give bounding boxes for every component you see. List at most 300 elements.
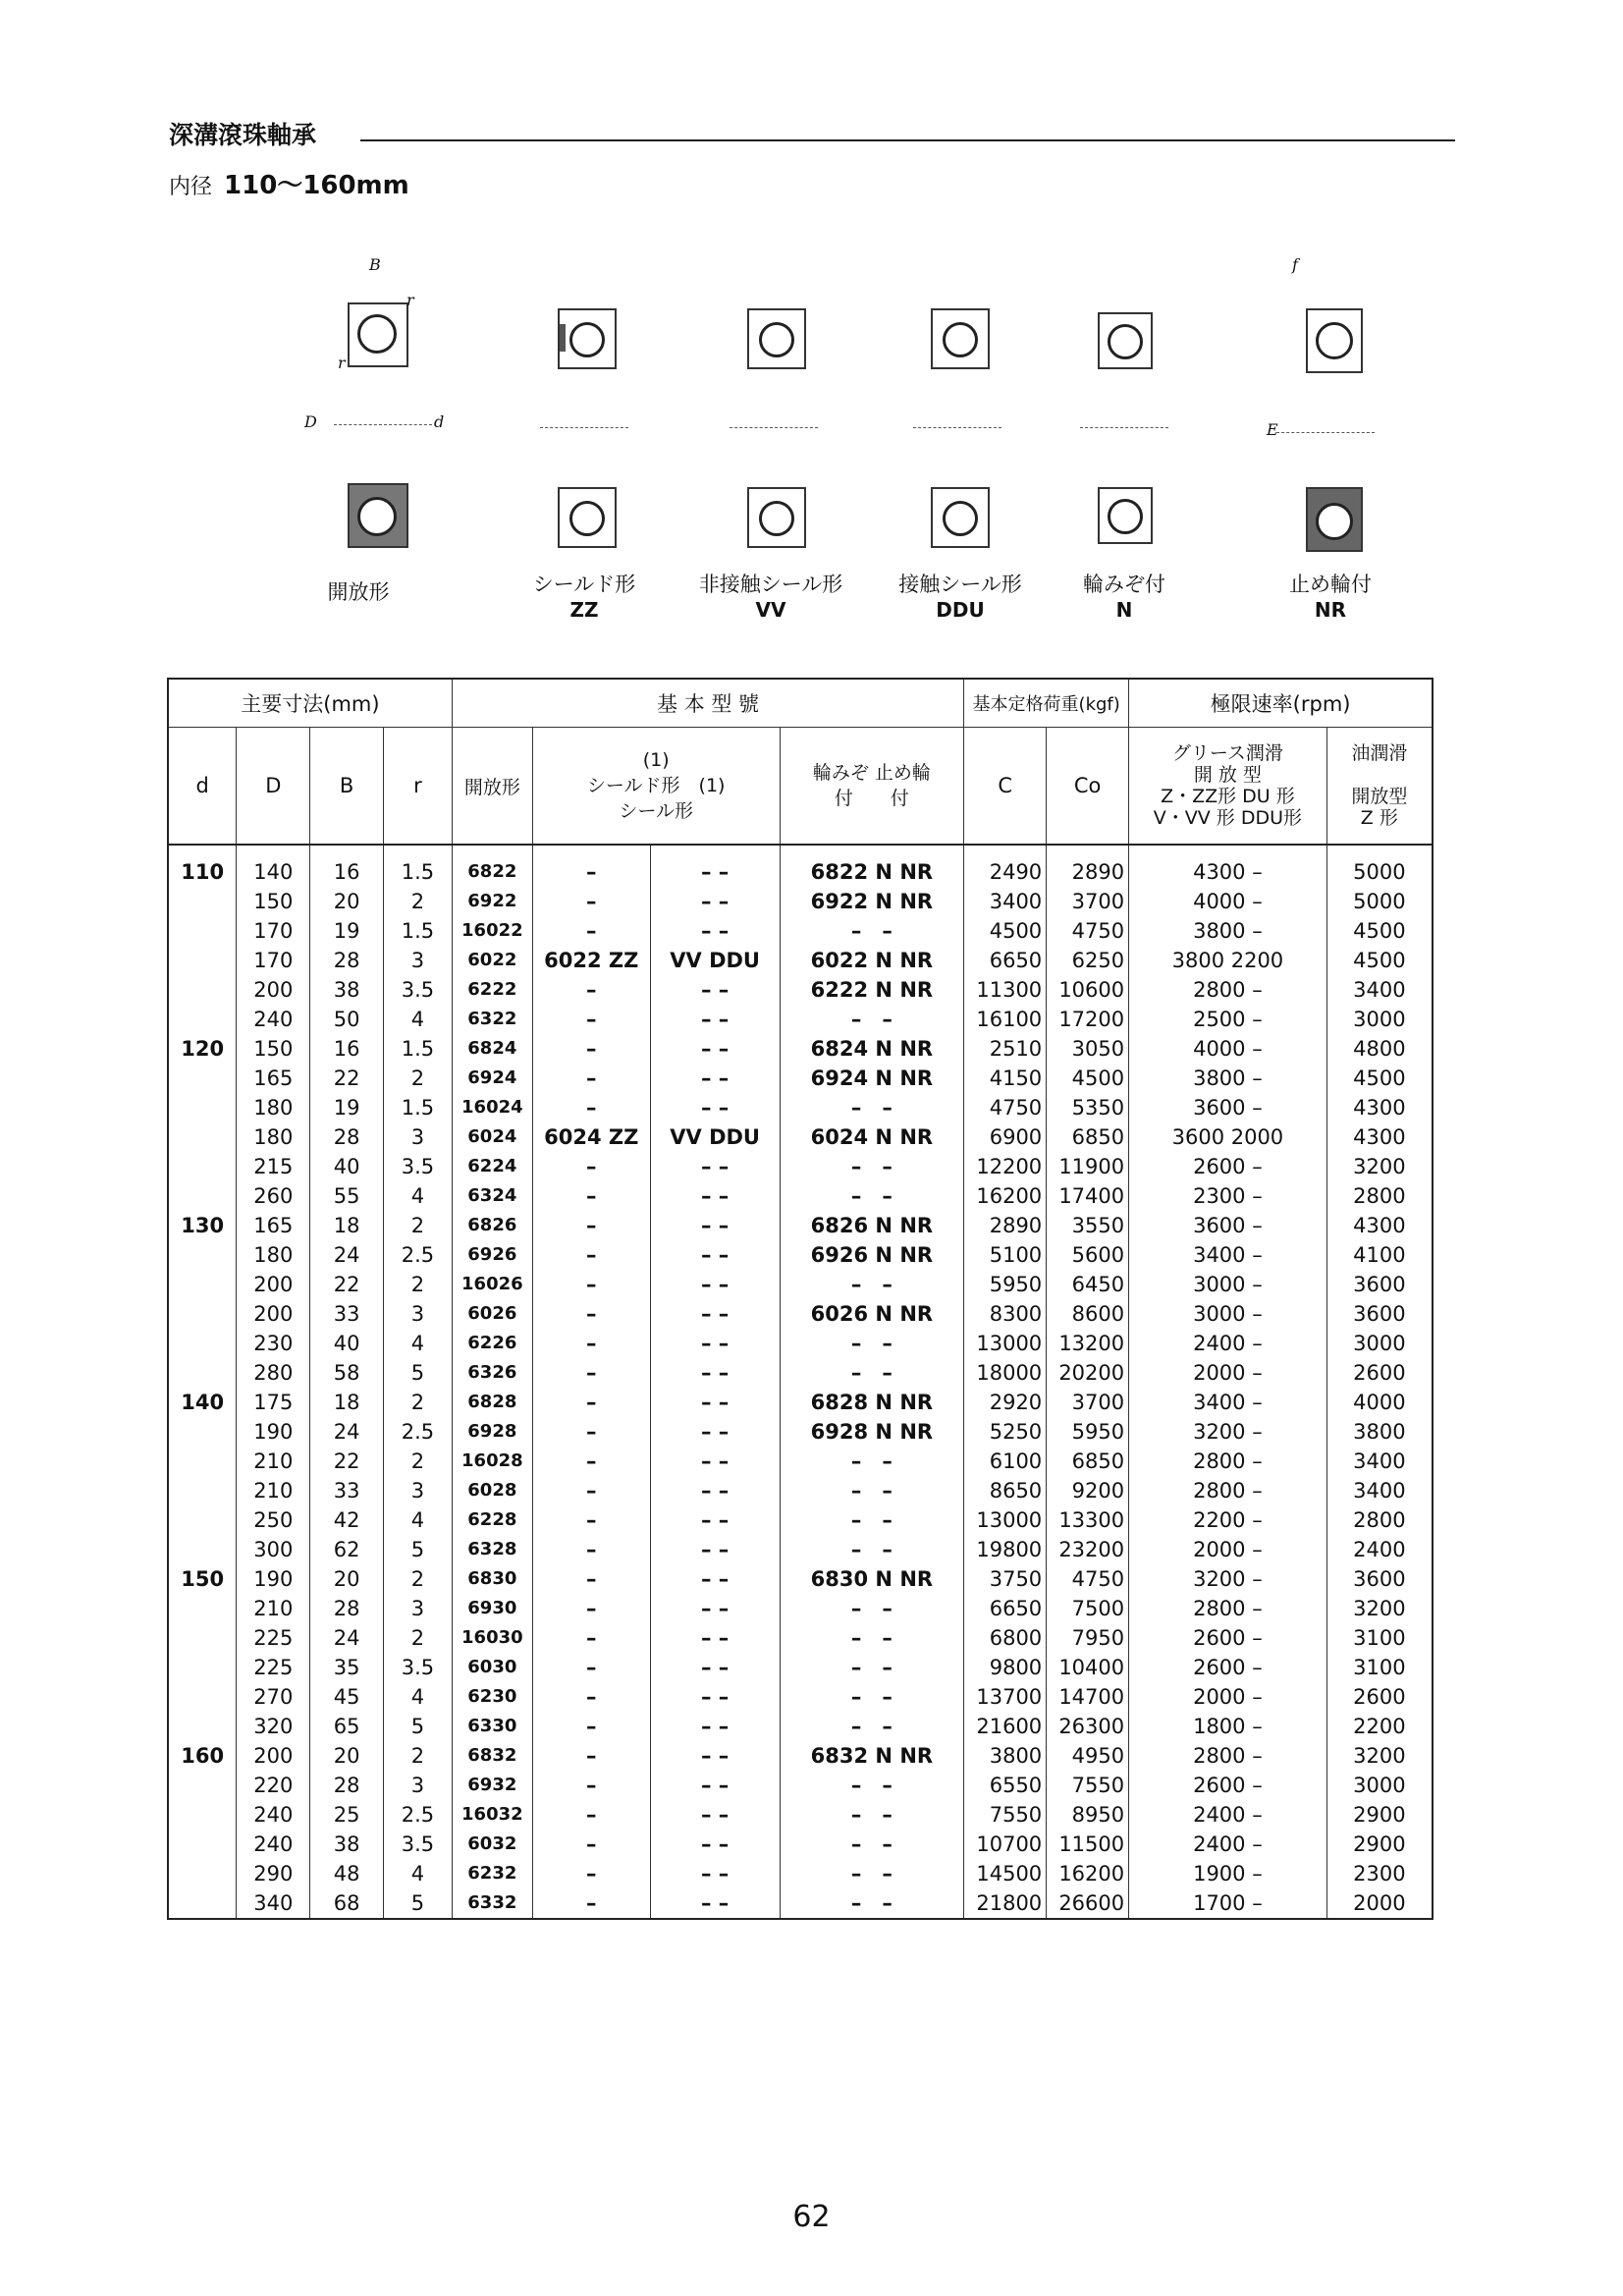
dim-D: D — [304, 412, 317, 431]
cell-value: – – — [700, 860, 730, 884]
cell-value: 1.5 — [401, 919, 435, 943]
cell-d: 140 — [181, 1391, 225, 1414]
cell-value: 4000 – — [1193, 1037, 1263, 1061]
cell-value: 2.5 — [401, 1420, 435, 1444]
cell-value: 2 — [410, 1626, 425, 1650]
type-name: シールド形 — [532, 573, 636, 596]
cell-value: 6926 — [467, 1244, 517, 1265]
cell-value: 320 — [253, 1715, 294, 1738]
cell-oil — [1326, 946, 1433, 1034]
cell-r — [384, 1034, 453, 1122]
cell-grease — [1129, 1122, 1327, 1211]
cell-c — [964, 1299, 1047, 1388]
header-Co: Co — [1047, 728, 1129, 846]
cell-r — [384, 1564, 453, 1653]
cell-value: 3200 — [1353, 1744, 1406, 1768]
cell-value: 3600 – — [1193, 1214, 1263, 1237]
cell-value: 6450 — [1071, 1273, 1125, 1296]
cell-value: 8650 — [989, 1479, 1043, 1503]
cell-r — [384, 1388, 453, 1476]
cell-value: 3000 – — [1193, 1302, 1263, 1326]
cell-value: 50 — [333, 1008, 360, 1031]
cell-value: 6932 — [467, 1775, 517, 1795]
cell-value: 6922 — [467, 891, 517, 911]
cell-value: 9200 — [1071, 1479, 1125, 1503]
cell-value: 7550 — [1071, 1774, 1125, 1797]
cell-groove — [780, 1653, 964, 1741]
cell-value: 7950 — [1071, 1626, 1125, 1650]
cell-value: – – — [850, 1538, 893, 1561]
diagram-snap-ring — [1267, 255, 1384, 570]
type-code: N — [1115, 598, 1133, 622]
cell-value: 2600 — [1353, 1685, 1406, 1709]
cell-value: 3800 – — [1193, 919, 1263, 943]
cell-r — [384, 1653, 453, 1741]
type-name: 非接触シール形 — [698, 573, 843, 596]
cell-value: 4500 — [1353, 1066, 1406, 1090]
cell-value: 3 — [410, 1302, 425, 1326]
header-open: 開放形 — [452, 728, 532, 846]
cell-value: 4 — [410, 1332, 425, 1355]
table-row — [168, 1830, 1433, 1919]
cell-value: – — [586, 1361, 597, 1385]
cell-b — [310, 1034, 384, 1122]
cell-value: 240 — [253, 1832, 294, 1856]
cell-value: 3200 — [1353, 1155, 1406, 1178]
ball-top — [1316, 322, 1353, 359]
cell-groove — [780, 1122, 964, 1211]
type-label-open — [295, 579, 422, 605]
header-speed-limit: 極限速率(rpm) — [1129, 679, 1433, 728]
cell-value: 2890 — [1071, 860, 1125, 884]
cell-value: 2400 – — [1193, 1832, 1263, 1856]
cell-d — [237, 1122, 310, 1211]
cell-value: 6330 — [467, 1716, 517, 1736]
cell-value: 3600 – — [1193, 1096, 1263, 1120]
cell-value: 6550 — [989, 1774, 1043, 1797]
table-body — [168, 845, 1433, 1919]
cell-value: 4800 — [1353, 1037, 1406, 1061]
cell-oil — [1326, 1564, 1433, 1653]
cell-co — [1047, 946, 1129, 1034]
cell-value: 2 — [410, 1744, 425, 1768]
type-label-groove — [1060, 572, 1188, 623]
cell-value: 4300 — [1353, 1214, 1406, 1237]
header-B: B — [310, 728, 384, 846]
cell-value: 2 — [410, 1567, 425, 1591]
cell-value: – – — [700, 1302, 730, 1326]
cell-oil — [1326, 1830, 1433, 1919]
ball-top — [759, 322, 794, 357]
cell-value: – — [586, 1715, 597, 1738]
cell-value: – – — [700, 1538, 730, 1561]
cell-value: – – — [700, 1832, 730, 1856]
type-name: 止め輪付 — [1289, 573, 1372, 596]
type-code: VV — [755, 598, 786, 622]
cell-value: 16022 — [461, 920, 523, 941]
ball-bottom — [1316, 503, 1353, 540]
cell-value: 6224 — [467, 1156, 517, 1176]
cell-value: – – — [700, 1891, 730, 1915]
header-C: C — [964, 728, 1047, 846]
cell-value: 2400 – — [1193, 1332, 1263, 1355]
cell-value: 4 — [410, 1685, 425, 1709]
cell-value: – — [586, 1597, 597, 1620]
ball-top — [357, 314, 397, 354]
type-label-non-contact — [673, 572, 869, 623]
cell-value: 4500 — [1353, 919, 1406, 943]
cell-value: 5 — [410, 1715, 425, 1738]
cell-co — [1047, 1211, 1129, 1299]
cell-value: 225 — [253, 1626, 294, 1650]
cell-value: 4100 — [1353, 1243, 1406, 1267]
cell-value: 250 — [253, 1508, 294, 1532]
cell-value: 2800 – — [1193, 1449, 1263, 1473]
cell-value: 2000 – — [1193, 1685, 1263, 1709]
cell-value: – – — [700, 1626, 730, 1650]
cell-value: 2300 — [1353, 1862, 1406, 1886]
cell-oil — [1326, 1741, 1433, 1830]
type-code: ZZ — [569, 598, 599, 622]
cell-value: 48 — [333, 1862, 360, 1886]
cell-value: – – — [700, 1066, 730, 1090]
cell-c — [964, 1830, 1047, 1919]
ball-top — [943, 322, 978, 357]
cell-value: – – — [850, 1832, 893, 1856]
cell-value: 6322 — [467, 1009, 517, 1029]
cell-value: 20200 — [1058, 1361, 1125, 1385]
cell-open — [452, 1830, 532, 1919]
cell-r — [384, 1299, 453, 1388]
cell-value: – — [586, 860, 597, 884]
cell-value: – — [586, 978, 597, 1002]
cell-value: 2000 – — [1193, 1361, 1263, 1385]
dim-f: f — [1292, 255, 1298, 274]
cell-oil — [1326, 845, 1433, 946]
cell-value: 16028 — [461, 1450, 523, 1471]
cell-value: – – — [700, 1214, 730, 1237]
cell-oil — [1326, 1034, 1433, 1122]
cell-grease — [1129, 1299, 1327, 1388]
cell-value: 3050 — [1071, 1037, 1125, 1061]
cell-value: 6832 — [467, 1745, 517, 1766]
cell-value: 3600 — [1353, 1273, 1406, 1296]
cell-value: 10400 — [1058, 1656, 1125, 1679]
cell-value: 16200 — [976, 1184, 1043, 1208]
cell-value: – – — [700, 1449, 730, 1473]
ball-bottom — [357, 497, 397, 536]
cell-value: – — [586, 1184, 597, 1208]
cell-groove — [780, 1741, 964, 1830]
cell-value: – — [586, 1155, 597, 1178]
cell-value: 4000 – — [1193, 890, 1263, 913]
cell-value: – — [586, 890, 597, 913]
type-label-shield — [511, 572, 658, 623]
cell-value: 4500 — [1353, 949, 1406, 972]
cell-c — [964, 1034, 1047, 1122]
cell-open — [452, 1211, 532, 1299]
cell-value: 6928 N NR — [810, 1420, 934, 1444]
cell-co — [1047, 1476, 1129, 1564]
cell-c — [964, 1211, 1047, 1299]
cell-value: 6100 — [989, 1449, 1043, 1473]
cell-value: 6830 N NR — [810, 1567, 934, 1591]
cell-open — [452, 1564, 532, 1653]
cell-value: 175 — [253, 1391, 294, 1414]
cell-value: 6232 — [467, 1863, 517, 1884]
cell-value: 6930 — [467, 1598, 517, 1618]
axis-line — [540, 427, 628, 428]
cell-value: 16026 — [461, 1274, 523, 1294]
cell-seal — [650, 1476, 780, 1564]
cell-value: 2.5 — [401, 1803, 435, 1827]
cell-b — [310, 1299, 384, 1388]
cell-value: – — [586, 1449, 597, 1473]
axis-line — [913, 427, 1001, 428]
cell-value: – – — [700, 1597, 730, 1620]
cell-d — [237, 1476, 310, 1564]
cell-c — [964, 946, 1047, 1034]
cell-value: – — [586, 1685, 597, 1709]
cell-d — [237, 946, 310, 1034]
shield-top — [560, 324, 566, 352]
cell-value: – – — [700, 1685, 730, 1709]
cell-value: 6222 — [467, 979, 517, 1000]
cell-value: 3200 – — [1193, 1420, 1263, 1444]
cell-seal — [650, 1741, 780, 1830]
cell-value: 3400 – — [1193, 1243, 1263, 1267]
cell-value: 62 — [333, 1538, 360, 1561]
cell-grease — [1129, 946, 1327, 1034]
cell-value: 19 — [333, 1096, 360, 1120]
cell-value: – — [586, 919, 597, 943]
cell-value: 165 — [253, 1066, 294, 1090]
cell-value: 28 — [333, 1125, 360, 1149]
cell-open — [452, 845, 532, 946]
cell-value: 3700 — [1071, 1391, 1125, 1414]
cell-value: 16024 — [461, 1097, 523, 1118]
table-row — [168, 1653, 1433, 1741]
cell-r — [384, 845, 453, 946]
cell-value: 6030 — [467, 1657, 517, 1677]
cell-co — [1047, 1034, 1129, 1122]
cell-d — [237, 1830, 310, 1919]
cell-value: – — [586, 1774, 597, 1797]
cell-value: 3200 – — [1193, 1567, 1263, 1591]
cell-value: 65 — [333, 1715, 360, 1738]
cell-value: 13300 — [1058, 1508, 1125, 1532]
cell-c — [964, 1564, 1047, 1653]
cell-value: 11900 — [1058, 1155, 1125, 1178]
cell-open — [452, 1741, 532, 1830]
cell-value: – — [586, 1626, 597, 1650]
cell-value: 3.5 — [401, 1155, 435, 1178]
cell-value: 2 — [410, 890, 425, 913]
cell-shield — [532, 1388, 650, 1476]
cell-value: – – — [700, 1155, 730, 1178]
cell-seal — [650, 845, 780, 946]
cell-value: 26600 — [1058, 1891, 1125, 1915]
cell-value: 8950 — [1071, 1803, 1125, 1827]
cell-d — [237, 1299, 310, 1388]
cell-shield — [532, 1653, 650, 1741]
title-row — [169, 116, 1455, 155]
cell-value: 3 — [410, 1125, 425, 1149]
cell-value: 33 — [333, 1479, 360, 1503]
axis-line — [334, 424, 432, 425]
cell-value: 3100 — [1353, 1656, 1406, 1679]
cell-open — [452, 1034, 532, 1122]
cell-value: 4000 — [1353, 1391, 1406, 1414]
cell-b — [310, 946, 384, 1034]
cell-shield — [532, 1034, 650, 1122]
cell-value: 4950 — [1071, 1744, 1125, 1768]
cell-value: 200 — [253, 1273, 294, 1296]
cell-grease — [1129, 1653, 1327, 1741]
cell-value: 24 — [333, 1243, 360, 1267]
cell-value: 6850 — [1071, 1125, 1125, 1149]
cell-value: 3.5 — [401, 978, 435, 1002]
cell-d — [237, 1564, 310, 1653]
cell-value: 2600 — [1353, 1361, 1406, 1385]
cell-value: 6022 N NR — [810, 949, 934, 972]
cell-value: 3400 — [1353, 978, 1406, 1002]
cell-seal — [650, 1122, 780, 1211]
cell-value: 5000 — [1353, 890, 1406, 913]
cell-value: 3800 – — [1193, 1066, 1263, 1090]
cell-b — [310, 1741, 384, 1830]
cell-value: 22 — [333, 1273, 360, 1296]
cell-value: 150 — [253, 1037, 294, 1061]
cell-value: – — [586, 1508, 597, 1532]
cell-value: 6650 — [989, 1597, 1043, 1620]
cell-value: 14500 — [976, 1862, 1043, 1886]
cell-value: 1.5 — [401, 1096, 435, 1120]
cell-value: – – — [850, 1685, 893, 1709]
cell-value: 3400 – — [1193, 1391, 1263, 1414]
cell-value: 6328 — [467, 1539, 517, 1559]
cell-value: 340 — [253, 1891, 294, 1915]
cell-shield — [532, 1564, 650, 1653]
cell-oil — [1326, 1299, 1433, 1388]
cell-co — [1047, 1741, 1129, 1830]
cell-value: – — [586, 1479, 597, 1503]
cell-value: 260 — [253, 1184, 294, 1208]
cell-value: 2510 — [989, 1037, 1043, 1061]
cell-grease — [1129, 1741, 1327, 1830]
cell-value: 1800 – — [1193, 1715, 1263, 1738]
cell-grease — [1129, 1830, 1327, 1919]
page-number: 62 — [792, 2200, 831, 2234]
table-row — [168, 946, 1433, 1034]
cell-value: 3400 — [1353, 1479, 1406, 1503]
cell-value: – – — [850, 1008, 893, 1031]
cell-value: 28 — [333, 949, 360, 972]
cell-value: 6924 — [467, 1067, 517, 1088]
cell-open — [452, 1388, 532, 1476]
cell-value: 14700 — [1058, 1685, 1125, 1709]
cell-oil — [1326, 1122, 1433, 1211]
table-row — [168, 1122, 1433, 1211]
cell-value: 3400 — [1353, 1449, 1406, 1473]
cell-r — [384, 1122, 453, 1211]
cell-seal — [650, 1299, 780, 1388]
cell-value: 6850 — [1071, 1449, 1125, 1473]
cell-value: – — [586, 1744, 597, 1768]
cell-oil — [1326, 1653, 1433, 1741]
axis-line — [1080, 427, 1168, 428]
subtitle-label: 内径 — [169, 175, 213, 199]
cell-value: 200 — [253, 1302, 294, 1326]
cell-value: 140 — [253, 860, 294, 884]
cell-value: – — [586, 1096, 597, 1120]
cell-value: – — [586, 1803, 597, 1827]
cell-value: 240 — [253, 1008, 294, 1031]
cell-value: 4150 — [989, 1066, 1043, 1090]
cell-value: 6824 N NR — [810, 1037, 934, 1061]
cell-value: 16 — [333, 1037, 360, 1061]
cell-value: 170 — [253, 949, 294, 972]
cell-c — [964, 1122, 1047, 1211]
cell-value: 5000 — [1353, 860, 1406, 884]
cell-value: 3600 — [1353, 1302, 1406, 1326]
cell-value: 11300 — [976, 978, 1043, 1002]
cell-value: 4 — [410, 1184, 425, 1208]
cell-shield — [532, 946, 650, 1034]
cell-value: 3800 2200 — [1171, 949, 1284, 972]
cell-value: 2890 — [989, 1214, 1043, 1237]
cell-value: 5350 — [1071, 1096, 1125, 1120]
cell-value: 6228 — [467, 1509, 517, 1530]
cell-value: – — [586, 1302, 597, 1326]
cell-groove — [780, 1476, 964, 1564]
cell-shield — [532, 1299, 650, 1388]
cell-value: 6226 — [467, 1333, 517, 1353]
cell-co — [1047, 1299, 1129, 1388]
cell-seal — [650, 1653, 780, 1741]
cell-d — [168, 1653, 237, 1741]
cell-value: 3 — [410, 1597, 425, 1620]
cell-value: 2400 — [1353, 1538, 1406, 1561]
cell-value: 24 — [333, 1626, 360, 1650]
cell-value: 3 — [410, 1774, 425, 1797]
cell-value: 18000 — [976, 1361, 1043, 1385]
cell-value: 7550 — [989, 1803, 1043, 1827]
cell-value: 6022 — [467, 950, 517, 970]
cell-value: 170 — [253, 919, 294, 943]
cell-value: 6928 — [467, 1421, 517, 1442]
cell-value: – – — [700, 1243, 730, 1267]
cell-value: – — [586, 1008, 597, 1031]
cell-value: – — [586, 1656, 597, 1679]
cell-value: 22 — [333, 1066, 360, 1090]
cell-value: – – — [700, 1184, 730, 1208]
cell-value: 13000 — [976, 1508, 1043, 1532]
cell-value: 2600 – — [1193, 1155, 1263, 1178]
cell-value: 4750 — [1071, 919, 1125, 943]
cell-value: 4500 — [989, 919, 1043, 943]
cell-value: 2200 — [1353, 1715, 1406, 1738]
cell-value: 4750 — [1071, 1567, 1125, 1591]
cell-value: 270 — [253, 1685, 294, 1709]
cell-value: 1700 – — [1193, 1891, 1263, 1915]
cell-grease — [1129, 1564, 1327, 1653]
cell-seal — [650, 1034, 780, 1122]
cell-value: 3100 — [1353, 1626, 1406, 1650]
cell-shield — [532, 845, 650, 946]
cell-value: 6324 — [467, 1185, 517, 1206]
ball-bottom — [943, 501, 978, 536]
